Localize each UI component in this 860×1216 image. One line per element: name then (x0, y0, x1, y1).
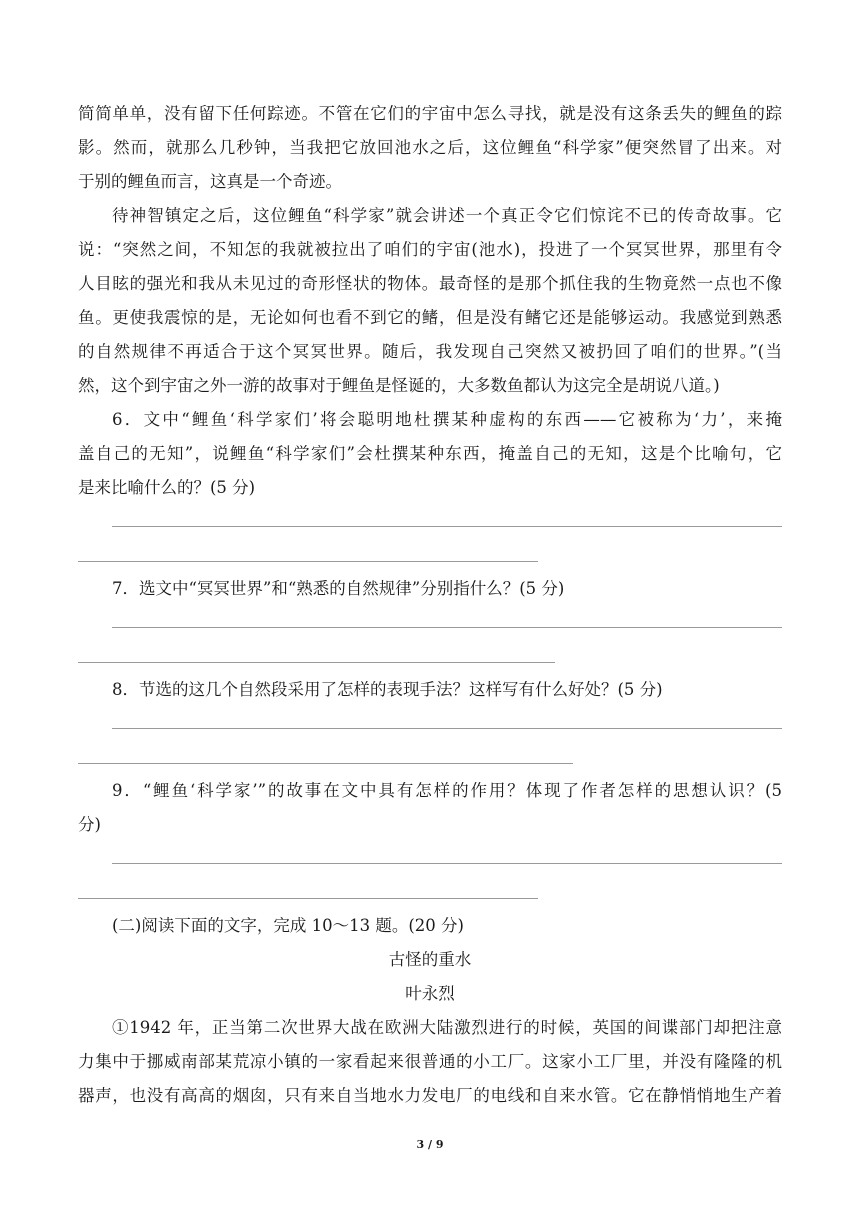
answer-line-q8[interactable] (112, 728, 782, 729)
passage-line: 于别的鲤鱼而言，这真是一个奇迹。 (78, 172, 342, 191)
article-title: 古怪的重水 (388, 950, 472, 969)
article-line: 器声，也没有高高的烟囱，只有来自当地水力发电厂的电线和自来水管。它在静悄悄地生产着 (78, 1086, 782, 1105)
answer-line-q6[interactable] (78, 561, 538, 562)
page-number: 3 / 9 (416, 1138, 444, 1151)
passage-line: 说：“突然之间，不知怎的我就被拉出了咱们的宇宙(池水)，投进了一个冥冥世界，那里有令 (78, 240, 782, 259)
question-6-text: 6．文中“鲤鱼‘科学家们’将会聪明地杜撰某种虚构的东西——它被称为‘力’，来掩 (112, 410, 782, 429)
answer-line-q6[interactable] (112, 526, 782, 527)
passage-line: 影。然而，就那么几秒钟，当我把它放回池水之后，这位鲤鱼“科学家”便突然冒了出来。对 (78, 138, 782, 157)
question-7-text: 7．选文中“冥冥世界”和“熟悉的自然规律”分别指什么？(5 分) (112, 579, 565, 598)
passage-line: 然，这个到宇宙之外一游的故事对于鲤鱼是怪诞的，大多数鱼都认为这完全是胡说八道。) (78, 376, 720, 395)
article-author: 叶永烈 (405, 984, 455, 1003)
article-line: 力集中于挪威南部某荒凉小镇的一家看起来很普通的小工厂。这家小工厂里，并没有隆隆的机 (78, 1052, 782, 1071)
answer-line-q7[interactable] (78, 662, 555, 663)
question-8-text: 8．节选的这几个自然段采用了怎样的表现手法？这样写有什么好处？(5 分) (112, 680, 663, 699)
passage-line: 的自然规律不再适合于这个冥冥世界。随后，我发现自己突然又被扔回了咱们的世界。”(当 (78, 342, 782, 361)
question-9-text: 9．“鲤鱼‘科学家’”的故事在文中具有怎样的作用？体现了作者怎样的思想认识？(5 (112, 781, 782, 800)
question-6-text: 盖自己的无知”，说鲤鱼“科学家们”会杜撰某种东西，掩盖自己的无知，这是个比喻句，它 (78, 444, 782, 463)
answer-line-q9[interactable] (112, 863, 782, 864)
passage-line: 待神智镇定之后，这位鲤鱼“科学家”就会讲述一个真正令它们惊诧不已的传奇故事。它 (112, 206, 782, 225)
passage-line: 鱼。更使我震惊的是，无论如何也看不到它的鳍，但是没有鳍它还是能够运动。我感觉到熟悉 (78, 308, 782, 327)
passage-line: 人目眩的强光和我从未见过的奇形怪状的物体。最奇怪的是那个抓住我的生物竟然一点也不像 (78, 274, 782, 293)
passage-line: 简简单单，没有留下任何踪迹。不管在它们的宇宙中怎么寻找，就是没有这条丢失的鲤鱼的踪 (78, 104, 782, 123)
answer-line-q7[interactable] (112, 627, 782, 628)
question-6-text: 是来比喻什么的？(5 分) (78, 478, 256, 497)
answer-line-q9[interactable] (78, 898, 538, 899)
answer-line-q8[interactable] (78, 763, 573, 764)
article-line: ①1942 年，正当第二次世界大战在欧洲大陆激烈进行的时候，英国的间谍部门却把注意 (112, 1018, 782, 1037)
section-2-instruction: (二)阅读下面的文字，完成 10～13 题。(20 分) (112, 916, 464, 935)
question-9-text: 分) (78, 815, 101, 834)
